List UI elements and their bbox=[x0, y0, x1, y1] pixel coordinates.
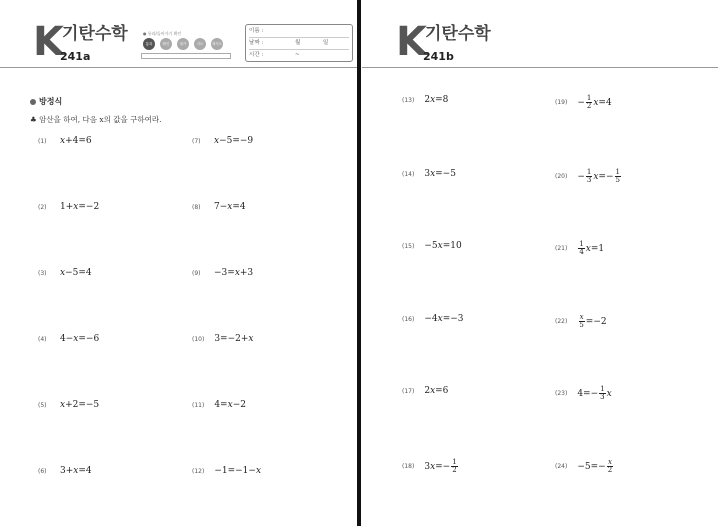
variable-x: x bbox=[248, 334, 254, 344]
stamp-dot: 평가 bbox=[177, 38, 189, 50]
equation-text: −5=− bbox=[577, 461, 606, 472]
equation-text: 4=− bbox=[577, 388, 599, 399]
fraction bbox=[586, 95, 592, 110]
problem-item bbox=[555, 95, 612, 110]
problem-item bbox=[192, 334, 253, 344]
variable-x: x bbox=[60, 268, 66, 278]
variable-x: x bbox=[430, 169, 436, 179]
problem-item bbox=[192, 202, 246, 212]
equation-text: =−2 bbox=[585, 316, 607, 327]
variable-x: x bbox=[430, 386, 436, 396]
variable-x: x bbox=[255, 466, 262, 476]
equation bbox=[577, 459, 614, 474]
problem-item bbox=[555, 386, 612, 401]
variable-x: x bbox=[73, 334, 79, 344]
time-row bbox=[249, 49, 349, 61]
problem-item bbox=[402, 314, 464, 324]
equation-text: =4 bbox=[78, 466, 92, 476]
fraction-denominator: 3 bbox=[586, 176, 592, 184]
fraction bbox=[578, 241, 584, 256]
equation-text: =− bbox=[435, 461, 451, 472]
problem-number: (16) bbox=[402, 315, 415, 323]
stamp-caption: ● 통과/돌아가기 확인 bbox=[143, 31, 182, 36]
equation-text: −4 bbox=[424, 314, 438, 324]
equation-text: − bbox=[577, 171, 585, 182]
problem-item bbox=[38, 202, 99, 212]
equation bbox=[214, 202, 246, 212]
problem-item bbox=[38, 334, 99, 344]
equation-text: +2=−5 bbox=[65, 400, 100, 410]
problem-number: (1) bbox=[38, 137, 47, 145]
equation-text: 7− bbox=[214, 202, 228, 212]
fraction-numerator: 1 bbox=[586, 168, 592, 176]
problem-number: (20) bbox=[555, 173, 568, 180]
equation-text: −2 bbox=[232, 400, 246, 410]
time-dash: ~ bbox=[295, 52, 300, 58]
variable-x: x bbox=[60, 400, 66, 410]
problem-number: (2) bbox=[38, 203, 47, 211]
equation bbox=[577, 95, 611, 110]
variable-x: x bbox=[430, 461, 436, 472]
equation-text: 4− bbox=[60, 334, 74, 344]
equation bbox=[424, 386, 448, 396]
equation-text: =6 bbox=[435, 386, 449, 396]
fraction-denominator: 3 bbox=[600, 393, 605, 401]
fraction bbox=[578, 314, 584, 329]
fraction bbox=[607, 459, 613, 474]
equation-text: −1=−1− bbox=[214, 466, 256, 476]
equation-text: =− bbox=[598, 171, 614, 182]
stamp-dot: 통과 bbox=[143, 38, 155, 50]
stamp-dot: 확인 bbox=[160, 38, 172, 50]
problem-item bbox=[555, 459, 614, 474]
fraction-numerator: 1 bbox=[586, 94, 592, 102]
fraction bbox=[615, 169, 621, 184]
equation bbox=[214, 466, 261, 476]
fraction-numerator: 1 bbox=[600, 385, 605, 393]
problem-number: (9) bbox=[192, 269, 201, 277]
fraction bbox=[586, 169, 592, 184]
variable-x: x bbox=[585, 243, 591, 254]
fraction-numerator: x bbox=[579, 313, 584, 321]
equation bbox=[60, 268, 92, 278]
fraction-numerator: 1 bbox=[579, 240, 584, 248]
problem-number: (14) bbox=[402, 170, 415, 178]
section-title-text: 방정식 bbox=[39, 97, 63, 106]
problem-item bbox=[555, 169, 622, 184]
equation bbox=[214, 400, 246, 410]
variable-x: x bbox=[214, 136, 220, 146]
equation-text: 3 bbox=[424, 169, 431, 179]
problem-number: (3) bbox=[38, 269, 47, 277]
equation bbox=[214, 136, 253, 146]
worksheet-page-241a bbox=[0, 0, 357, 526]
variable-x: x bbox=[234, 268, 240, 278]
equation-text: −3= bbox=[214, 268, 235, 278]
equation-text: −5 bbox=[424, 241, 438, 251]
problem-item bbox=[192, 268, 253, 278]
header-divider bbox=[0, 67, 357, 68]
equation-text: =4 bbox=[598, 97, 612, 108]
equation-text: −5=−9 bbox=[219, 136, 254, 146]
equation-text: −5=4 bbox=[65, 268, 92, 278]
fraction-denominator: 2 bbox=[607, 466, 613, 474]
name-label: 이름 : bbox=[249, 28, 264, 34]
equation-text: +3 bbox=[239, 268, 254, 278]
problem-number: (4) bbox=[38, 335, 47, 343]
equation bbox=[577, 241, 604, 256]
problem-item bbox=[38, 268, 92, 278]
page-code: 241a bbox=[60, 50, 91, 63]
fraction-denominator: 4 bbox=[579, 248, 584, 256]
equation-text: +4=6 bbox=[65, 136, 92, 146]
equation-text: =1 bbox=[590, 243, 605, 254]
day-label: 일 bbox=[323, 40, 329, 46]
equation bbox=[424, 241, 461, 251]
equation-text: =−6 bbox=[78, 334, 100, 344]
equation bbox=[214, 268, 253, 278]
equation-text: =−2 bbox=[78, 202, 100, 212]
problem-number: (15) bbox=[402, 242, 415, 250]
equation bbox=[60, 400, 99, 410]
variable-x: x bbox=[73, 466, 79, 476]
worksheet-page-241b bbox=[362, 0, 718, 526]
equation-text: =10 bbox=[442, 241, 462, 251]
equation bbox=[577, 169, 622, 184]
equation bbox=[60, 136, 92, 146]
problem-number: (11) bbox=[192, 401, 205, 409]
problem-number: (7) bbox=[192, 137, 201, 145]
equation bbox=[424, 314, 463, 324]
section-title bbox=[30, 96, 62, 107]
variable-x: x bbox=[437, 314, 443, 324]
problem-number: (12) bbox=[192, 467, 205, 475]
problem-item bbox=[38, 136, 92, 146]
equation bbox=[60, 466, 92, 476]
problem-number: (18) bbox=[402, 463, 415, 470]
problem-item bbox=[402, 169, 456, 179]
equation-text: 1+ bbox=[60, 202, 74, 212]
equation bbox=[214, 334, 253, 344]
variable-x: x bbox=[593, 97, 599, 108]
problem-item bbox=[192, 400, 246, 410]
variable-x: x bbox=[437, 241, 443, 251]
brand-letter: K bbox=[396, 19, 425, 65]
page-code: 241b bbox=[423, 50, 454, 63]
stamp-dot: 지도 bbox=[194, 38, 206, 50]
problem-item bbox=[402, 95, 448, 105]
brand-word: 기탄수학 bbox=[425, 24, 491, 44]
fraction-numerator: 1 bbox=[452, 458, 457, 466]
date-label: 날짜 : bbox=[249, 40, 264, 46]
problem-item bbox=[402, 241, 462, 251]
equation-text: 2 bbox=[424, 95, 431, 105]
problem-number: (8) bbox=[192, 203, 201, 211]
problem-number: (19) bbox=[555, 99, 568, 106]
variable-x: x bbox=[73, 202, 79, 212]
problem-number: (22) bbox=[555, 318, 568, 325]
stamp-boxes bbox=[141, 53, 231, 59]
problem-number: (24) bbox=[555, 463, 568, 470]
problem-item bbox=[402, 459, 459, 474]
equation-text: − bbox=[577, 97, 585, 108]
brand-word: 기탄수학 bbox=[62, 24, 128, 44]
equation-text: 3 bbox=[424, 461, 431, 472]
problem-item bbox=[555, 241, 604, 256]
month-label: 월 bbox=[295, 40, 301, 46]
fraction-denominator: 2 bbox=[452, 466, 457, 474]
variable-x: x bbox=[60, 136, 66, 146]
equation bbox=[60, 334, 99, 344]
fraction-numerator: 1 bbox=[615, 168, 620, 176]
header-divider bbox=[362, 67, 718, 68]
equation bbox=[577, 314, 606, 329]
equation-text: 4= bbox=[214, 400, 228, 410]
problem-number: (23) bbox=[555, 390, 568, 397]
equation-text: =−5 bbox=[435, 169, 456, 179]
problem-number: (10) bbox=[192, 335, 205, 343]
problem-item bbox=[555, 314, 607, 329]
problem-number: (5) bbox=[38, 401, 47, 409]
stamp-area bbox=[141, 31, 231, 61]
fraction-numerator: x bbox=[607, 458, 612, 466]
student-info-box bbox=[245, 24, 353, 62]
problem-item bbox=[192, 136, 253, 146]
equation bbox=[424, 95, 448, 105]
problem-number: (6) bbox=[38, 467, 47, 475]
stamp-dot: 재지도 bbox=[211, 38, 223, 50]
instruction: ♣ 암산을 하여, 다음 x의 값을 구하여라. bbox=[30, 115, 162, 124]
equation-text: 3=−2+ bbox=[214, 334, 249, 344]
variable-x: x bbox=[227, 202, 233, 212]
fraction-denominator: 5 bbox=[615, 176, 620, 184]
equation bbox=[577, 386, 611, 401]
fraction bbox=[451, 459, 457, 474]
equation bbox=[424, 459, 458, 474]
brand-letter: K bbox=[33, 19, 62, 65]
equation bbox=[60, 202, 99, 212]
equation-text: =8 bbox=[435, 95, 449, 105]
equation-text: =4 bbox=[232, 202, 246, 212]
variable-x: x bbox=[593, 171, 599, 182]
variable-x: x bbox=[227, 400, 233, 410]
fraction-denominator: 2 bbox=[586, 102, 592, 110]
variable-x: x bbox=[606, 388, 612, 399]
equation-text: =−3 bbox=[442, 314, 464, 324]
page-divider bbox=[357, 0, 361, 526]
problem-item bbox=[402, 386, 448, 396]
problem-number: (21) bbox=[555, 245, 568, 252]
fraction-denominator: 5 bbox=[579, 321, 584, 329]
equation-text: 3+ bbox=[60, 466, 74, 476]
bullet-icon bbox=[30, 99, 36, 105]
problem-item bbox=[192, 466, 261, 476]
equation-text: 2 bbox=[424, 386, 431, 396]
fraction bbox=[599, 386, 605, 401]
problem-number: (17) bbox=[402, 387, 415, 395]
time-label: 시간 : bbox=[249, 52, 264, 58]
problem-number: (13) bbox=[402, 96, 415, 104]
problem-item bbox=[38, 400, 99, 410]
equation bbox=[424, 169, 456, 179]
variable-x: x bbox=[430, 95, 436, 105]
problem-item bbox=[38, 466, 92, 476]
